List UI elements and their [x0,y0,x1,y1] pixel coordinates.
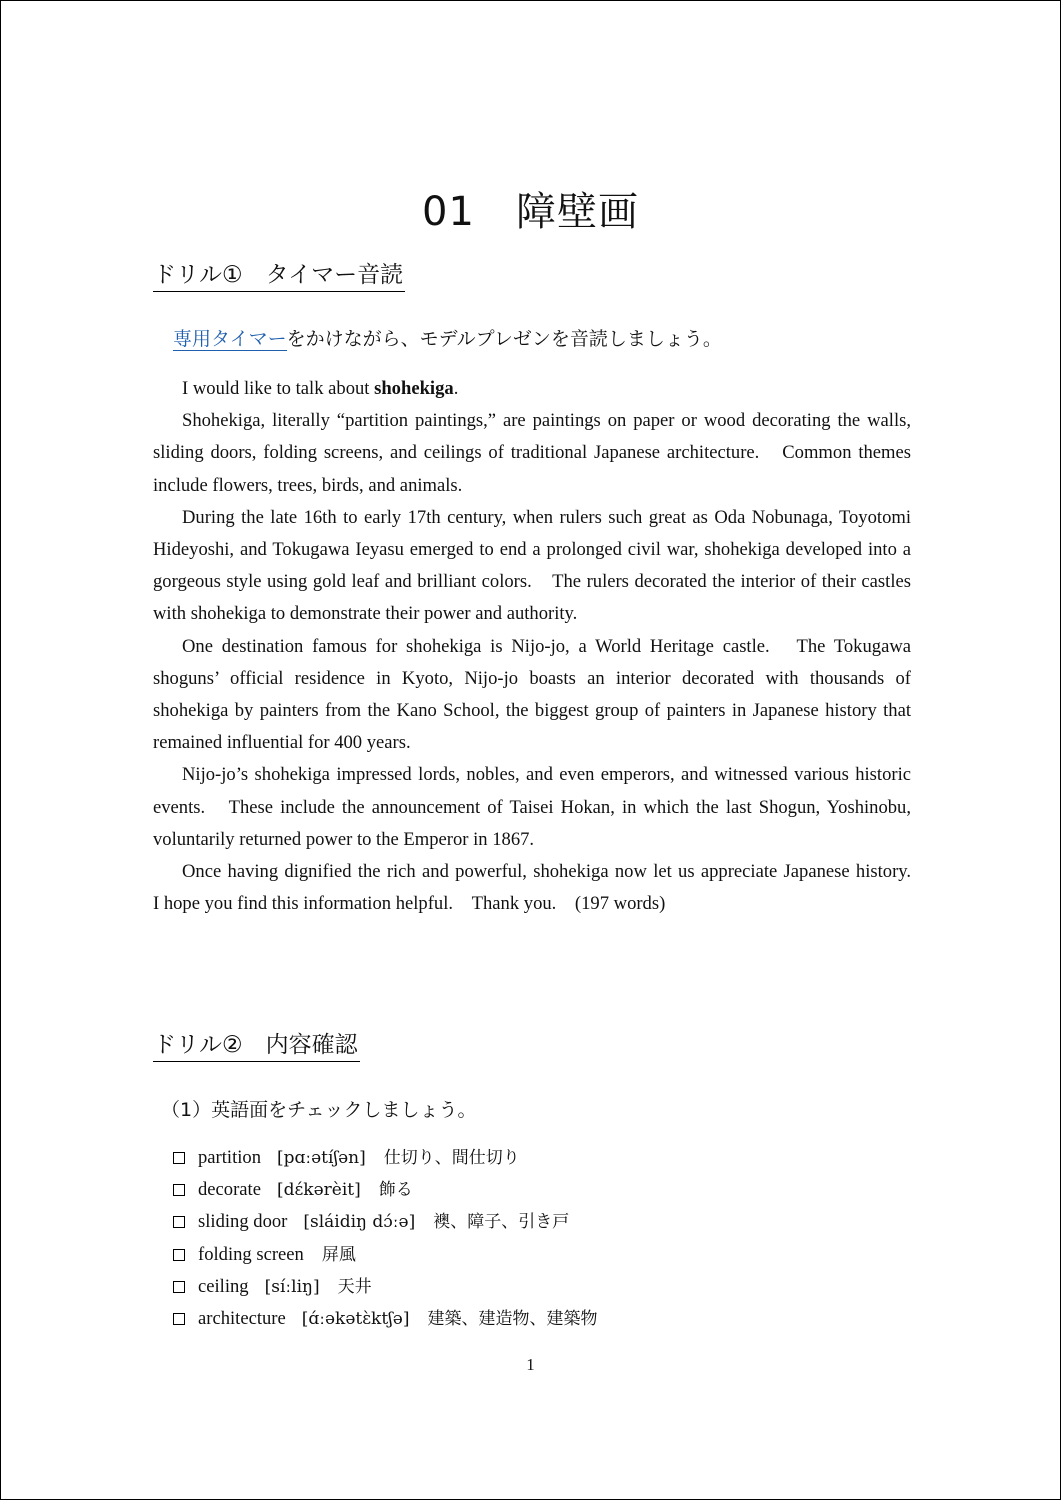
passage-paragraph-1 [153,373,911,405]
passage-paragraph-2: Shohekiga, literally “partition paintings,” are paintings on paper or wood decorating the walls, sliding doors, folding screens, and ceilings of traditional Japanese architecture. Common themes include flowers, trees, birds, and animals. [153,410,911,496]
timer-link[interactable]: 専用タイマー [173,328,287,350]
drill2-heading: ドリル② 内容確認 [153,1029,360,1062]
keyword-shohekiga: shohekiga [374,378,454,399]
vocab-pronunciation: [ɑ́ːəkətɛ̀ktʃə] [301,1308,410,1329]
vocab-english: sliding door [198,1211,288,1233]
passage-paragraph-4: One destination famous for shohekiga is Nijo-jo, a World Heritage castle. The Tokugawa shoguns’ official residence in Kyoto, Nijo-jo boasts an interior decorated with thousands of shohekiga by painters from the Kano School, the biggest group of painters in Japanese history that remained influential for 400 years. [153,635,911,754]
vocab-japanese: 仕切り、間仕切り [383,1148,520,1168]
vocab-english: partition [198,1147,261,1168]
vocab-japanese: 襖、障子、引き戸 [433,1212,570,1233]
paragraph-text: I would like to talk about [182,378,375,399]
page-title: 01 障壁画 [422,189,639,235]
vocab-english: decorate [198,1179,261,1201]
vocab-japanese: 屏風 [321,1244,356,1265]
vocab-item [173,1271,598,1303]
model-presentation-passage [153,373,930,920]
checkbox[interactable] [173,1249,185,1261]
vocab-english: ceiling [198,1275,249,1297]
vocab-japanese: 建築、建造物、建築物 [427,1308,598,1329]
page-number: 1 [526,1355,535,1374]
checkbox[interactable] [173,1184,185,1196]
vocabulary-checklist [173,1142,598,1335]
instruction-text: をかけながら、モデルプレゼンを音読しましょう。 [286,328,722,350]
passage-paragraph-3: During the late 16th to early 17th century, when rulers such great as Oda Nobunaga, Toyotomi Hideyoshi, and Tokugawa Ieyasu emerged to end a prolonged civil war, shohekiga developed into a gorgeous style using gold leaf and brilliant colors. The rulers decorated the interior of their castles with shohekiga to demonstrate their power and authority. [153,506,911,625]
checkbox[interactable] [173,1281,185,1293]
vocab-pronunciation: [sláidiŋ dɔ́ːə] [303,1212,416,1233]
checkbox[interactable] [173,1216,185,1228]
vocab-item [173,1174,598,1206]
vocab-pronunciation: [pɑːətíʃən] [277,1148,366,1168]
checkbox[interactable] [173,1152,185,1164]
vocab-japanese: 天井 [337,1276,372,1297]
checkbox[interactable] [173,1313,185,1325]
drill1-instruction [173,322,722,356]
vocab-english: architecture [198,1307,286,1329]
vocab-english: folding screen [198,1243,304,1265]
drill1-heading: ドリル① タイマー音読 [153,259,405,292]
vocab-item [173,1239,598,1271]
vocab-pronunciation: [síːliŋ] [264,1276,320,1297]
passage-paragraph-5: Nijo-jo’s shohekiga impressed lords, nobles, and even emperors, and witnessed various historic events. These include the announcement of Taisei Hokan, in which the last Shogun, Yoshinobu, voluntarily returned power to the Emperor in 1867. [153,764,911,850]
drill2-subheading: （1）英語面をチェックしましょう。 [161,1099,477,1121]
vocab-pronunciation: [dɛ́kərèit] [276,1180,361,1201]
vocab-japanese: 飾る [378,1180,413,1201]
vocab-item [173,1206,598,1238]
vocab-item [173,1303,598,1335]
passage-paragraph-6: Once having dignified the rich and powerful, shohekiga now let us appreciate Japanese history. I hope you find this information helpful. Thank you. (197 words) [153,861,930,915]
paragraph-text: . [453,378,459,399]
vocab-item [173,1142,598,1174]
